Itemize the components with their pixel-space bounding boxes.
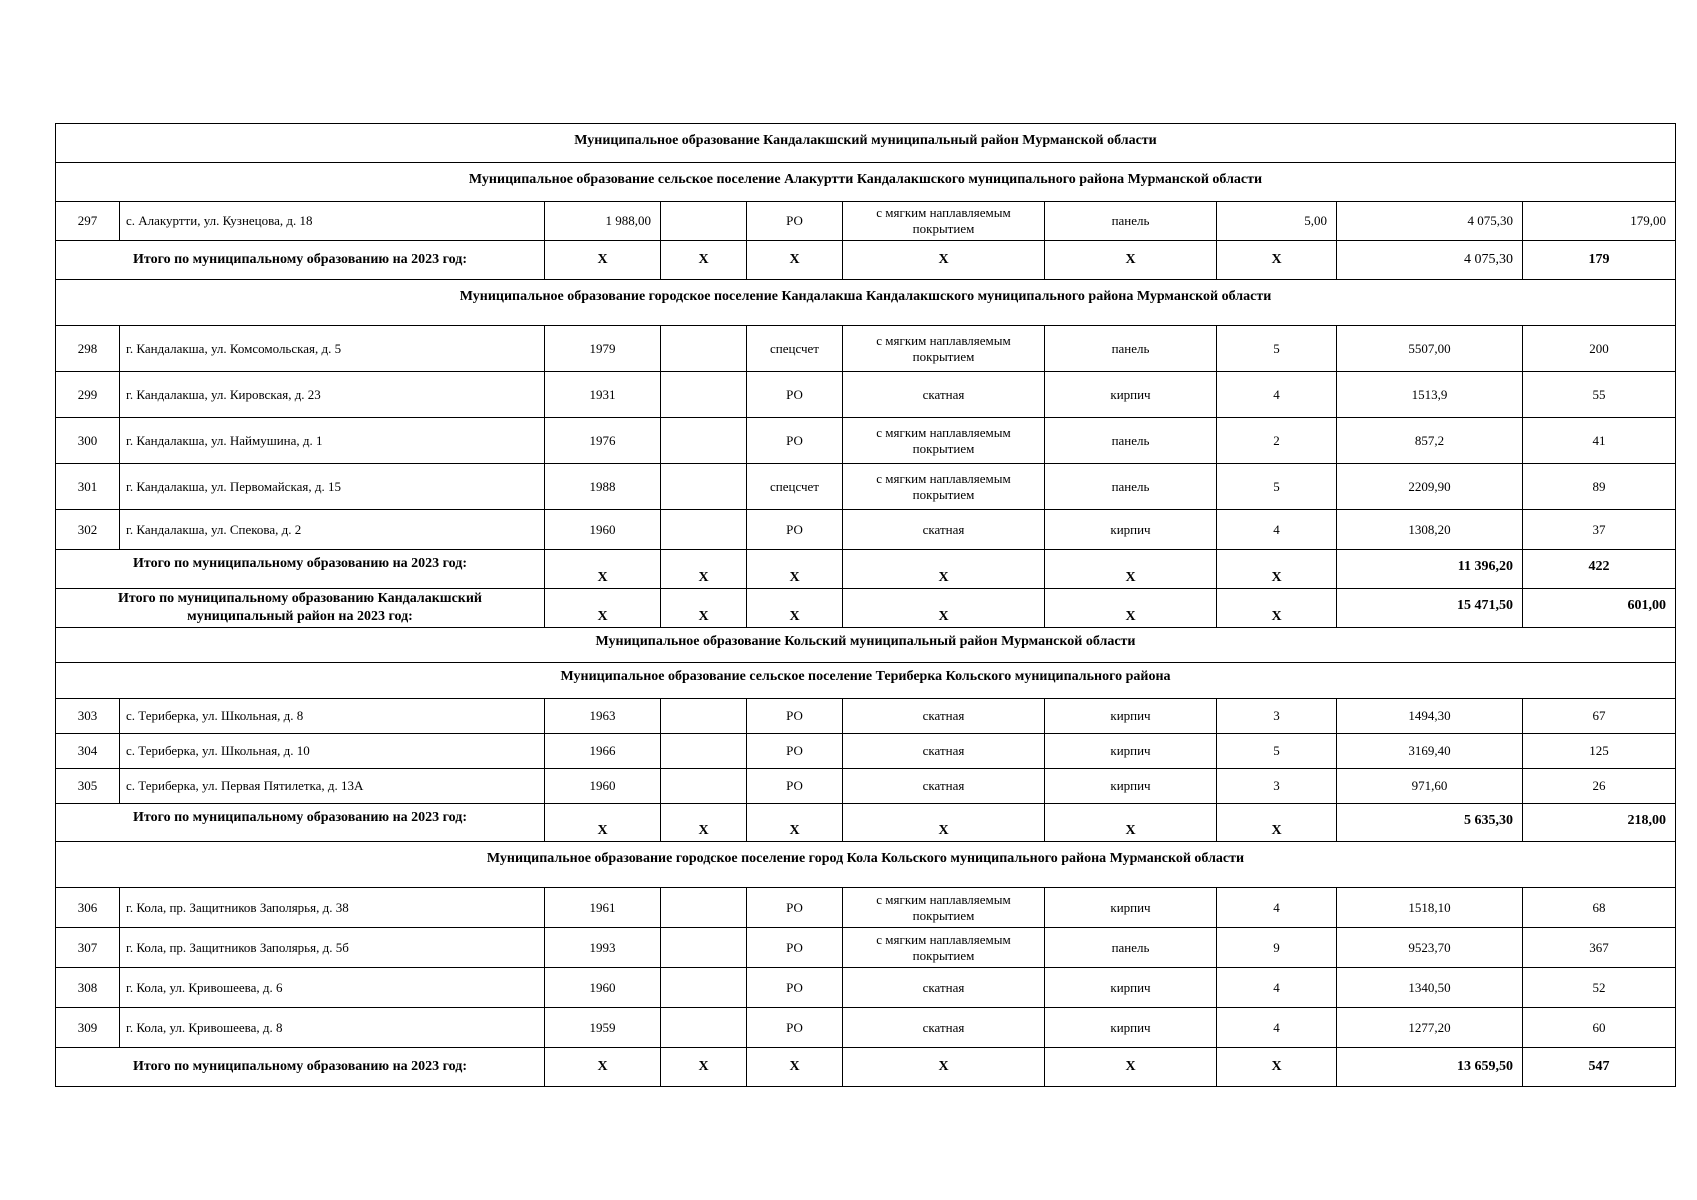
row-empty-cell — [661, 968, 747, 1008]
row-roof: скатная — [843, 510, 1045, 550]
row-roof: с мягким наплавляемым покрытием — [843, 326, 1045, 372]
x-mark: Х — [1217, 550, 1337, 589]
settlement-header: Муниципальное образование городское поселение Кандалакша Кандалакшского муниципального района Мурманской области — [56, 280, 1676, 326]
row-roof: скатная — [843, 968, 1045, 1008]
row-number: 307 — [56, 928, 120, 968]
table-row — [56, 1008, 1676, 1048]
row-walls: панель — [1045, 418, 1217, 464]
row-residents: 89 — [1523, 464, 1676, 510]
row-roof: скатная — [843, 769, 1045, 804]
row-year: 1 988,00 — [545, 202, 661, 241]
row-empty-cell — [661, 928, 747, 968]
x-mark: Х — [843, 589, 1045, 628]
x-mark: Х — [843, 804, 1045, 842]
row-residents: 68 — [1523, 888, 1676, 928]
row-method: РО — [747, 372, 843, 418]
subtotal-residents: 179 — [1523, 241, 1676, 280]
row-method: РО — [747, 769, 843, 804]
x-mark: Х — [1045, 589, 1217, 628]
row-number: 308 — [56, 968, 120, 1008]
district-total-row — [56, 589, 1676, 628]
settlement-header: Муниципальное образование городское поселение город Кола Кольского муниципального района Мурманской области — [56, 842, 1676, 888]
row-method: спецсчет — [747, 464, 843, 510]
row-area: 3169,40 — [1337, 734, 1523, 769]
row-area: 1277,20 — [1337, 1008, 1523, 1048]
row-empty-cell — [661, 1008, 747, 1048]
x-mark: Х — [747, 804, 843, 842]
row-area: 9523,70 — [1337, 928, 1523, 968]
x-mark: Х — [1045, 550, 1217, 589]
x-mark: Х — [747, 589, 843, 628]
row-year: 1993 — [545, 928, 661, 968]
row-floors: 3 — [1217, 699, 1337, 734]
row-floors: 5 — [1217, 464, 1337, 510]
subtotal-row — [56, 1048, 1676, 1087]
row-address: с. Алакуртти, ул. Кузнецова, д. 18 — [120, 202, 545, 241]
row-roof: скатная — [843, 734, 1045, 769]
row-residents: 26 — [1523, 769, 1676, 804]
row-walls: кирпич — [1045, 1008, 1217, 1048]
district-header-row — [56, 124, 1676, 163]
row-area: 4 075,30 — [1337, 202, 1523, 241]
district-header: Муниципальное образование Кандалакшский муниципальный район Мурманской области — [56, 124, 1676, 163]
row-walls: панель — [1045, 464, 1217, 510]
row-year: 1960 — [545, 968, 661, 1008]
row-year: 1988 — [545, 464, 661, 510]
row-area: 1308,20 — [1337, 510, 1523, 550]
row-empty-cell — [661, 699, 747, 734]
row-address: с. Териберка, ул. Школьная, д. 8 — [120, 699, 545, 734]
table-row — [56, 464, 1676, 510]
table-row — [56, 202, 1676, 241]
x-mark: Х — [545, 589, 661, 628]
row-walls: кирпич — [1045, 510, 1217, 550]
x-mark: Х — [747, 1048, 843, 1087]
table-row — [56, 372, 1676, 418]
x-mark: Х — [661, 804, 747, 842]
subtotal-label: Итого по муниципальному образованию на 2023 год: — [56, 241, 545, 280]
table-row — [56, 418, 1676, 464]
row-address: г. Кандалакша, ул. Спекова, д. 2 — [120, 510, 545, 550]
row-number: 305 — [56, 769, 120, 804]
row-year: 1979 — [545, 326, 661, 372]
row-method: РО — [747, 418, 843, 464]
row-roof: скатная — [843, 699, 1045, 734]
x-mark: Х — [1217, 241, 1337, 280]
table-row — [56, 326, 1676, 372]
row-number: 304 — [56, 734, 120, 769]
subtotal-label: Итого по муниципальному образованию на 2023 год: — [56, 804, 545, 842]
x-mark: Х — [661, 550, 747, 589]
x-mark: Х — [747, 550, 843, 589]
row-year: 1960 — [545, 769, 661, 804]
row-number: 300 — [56, 418, 120, 464]
table-row — [56, 928, 1676, 968]
row-floors: 4 — [1217, 968, 1337, 1008]
housing-register-table — [55, 123, 1676, 1087]
row-year: 1976 — [545, 418, 661, 464]
row-walls: кирпич — [1045, 769, 1217, 804]
row-address: г. Кандалакша, ул. Кировская, д. 23 — [120, 372, 545, 418]
x-mark: Х — [545, 550, 661, 589]
x-mark: Х — [661, 241, 747, 280]
row-residents: 55 — [1523, 372, 1676, 418]
row-residents: 200 — [1523, 326, 1676, 372]
row-address: г. Кандалакша, ул. Первомайская, д. 15 — [120, 464, 545, 510]
row-area: 2209,90 — [1337, 464, 1523, 510]
settlement-header-row — [56, 163, 1676, 202]
row-address: г. Кола, ул. Кривошеева, д. 8 — [120, 1008, 545, 1048]
row-year: 1963 — [545, 699, 661, 734]
row-number: 303 — [56, 699, 120, 734]
table-row — [56, 968, 1676, 1008]
subtotal-residents: 547 — [1523, 1048, 1676, 1087]
row-address: с. Териберка, ул. Школьная, д. 10 — [120, 734, 545, 769]
row-floors: 5 — [1217, 734, 1337, 769]
row-empty-cell — [661, 888, 747, 928]
row-residents: 41 — [1523, 418, 1676, 464]
row-floors: 4 — [1217, 888, 1337, 928]
row-method: РО — [747, 1008, 843, 1048]
row-roof: скатная — [843, 372, 1045, 418]
row-residents: 60 — [1523, 1008, 1676, 1048]
row-empty-cell — [661, 464, 747, 510]
row-empty-cell — [661, 734, 747, 769]
subtotal-label: Итого по муниципальному образованию на 2023 год: — [56, 550, 545, 589]
row-floors: 4 — [1217, 372, 1337, 418]
row-year: 1960 — [545, 510, 661, 550]
row-number: 297 — [56, 202, 120, 241]
x-mark: Х — [843, 550, 1045, 589]
row-area: 1518,10 — [1337, 888, 1523, 928]
row-residents: 125 — [1523, 734, 1676, 769]
row-floors: 5,00 — [1217, 202, 1337, 241]
row-area: 1513,9 — [1337, 372, 1523, 418]
subtotal-row — [56, 241, 1676, 280]
row-method: РО — [747, 968, 843, 1008]
x-mark: Х — [843, 1048, 1045, 1087]
row-number: 299 — [56, 372, 120, 418]
row-residents: 67 — [1523, 699, 1676, 734]
subtotal-row — [56, 550, 1676, 589]
settlement-header-row — [56, 842, 1676, 888]
x-mark: Х — [843, 241, 1045, 280]
row-address: г. Кандалакша, ул. Комсомольская, д. 5 — [120, 326, 545, 372]
subtotal-area: 11 396,20 — [1337, 550, 1523, 589]
row-number: 301 — [56, 464, 120, 510]
row-empty-cell — [661, 202, 747, 241]
row-walls: кирпич — [1045, 968, 1217, 1008]
subtotal-residents: 422 — [1523, 550, 1676, 589]
district-total-label: Итого по муниципальному образованию Кандалакшский муниципальный район на 2023 год: — [56, 589, 545, 628]
row-area: 5507,00 — [1337, 326, 1523, 372]
row-floors: 4 — [1217, 1008, 1337, 1048]
row-method: РО — [747, 699, 843, 734]
x-mark: Х — [661, 1048, 747, 1087]
row-year: 1959 — [545, 1008, 661, 1048]
row-floors: 2 — [1217, 418, 1337, 464]
row-walls: панель — [1045, 326, 1217, 372]
row-area: 1340,50 — [1337, 968, 1523, 1008]
row-address: г. Кола, пр. Защитников Заполярья, д. 38 — [120, 888, 545, 928]
settlement-header: Муниципальное образование сельское поселение Алакуртти Кандалакшского муниципального района Мурманской области — [56, 163, 1676, 202]
x-mark: Х — [1217, 589, 1337, 628]
row-method: РО — [747, 888, 843, 928]
row-number: 298 — [56, 326, 120, 372]
settlement-header-row — [56, 663, 1676, 699]
row-year: 1931 — [545, 372, 661, 418]
table-row — [56, 699, 1676, 734]
x-mark: Х — [1217, 804, 1337, 842]
row-walls: панель — [1045, 202, 1217, 241]
x-mark: Х — [747, 241, 843, 280]
x-mark: Х — [1045, 1048, 1217, 1087]
row-address: г. Кола, пр. Защитников Заполярья, д. 5б — [120, 928, 545, 968]
subtotal-label: Итого по муниципальному образованию на 2023 год: — [56, 1048, 545, 1087]
row-residents: 179,00 — [1523, 202, 1676, 241]
district-header: Муниципальное образование Кольский муниципальный район Мурманской области — [56, 628, 1676, 663]
subtotal-area: 4 075,30 — [1337, 241, 1523, 280]
subtotal-area: 13 659,50 — [1337, 1048, 1523, 1087]
table-row — [56, 734, 1676, 769]
subtotal-area: 5 635,30 — [1337, 804, 1523, 842]
district-total-residents: 601,00 — [1523, 589, 1676, 628]
row-empty-cell — [661, 326, 747, 372]
row-walls: кирпич — [1045, 699, 1217, 734]
table-row — [56, 769, 1676, 804]
row-empty-cell — [661, 372, 747, 418]
table-row — [56, 510, 1676, 550]
row-floors: 4 — [1217, 510, 1337, 550]
x-mark: Х — [545, 804, 661, 842]
settlement-header: Муниципальное образование сельское поселение Териберка Кольского муниципального района — [56, 663, 1676, 699]
row-walls: кирпич — [1045, 372, 1217, 418]
row-roof: с мягким наплавляемым покрытием — [843, 464, 1045, 510]
row-address: г. Кола, ул. Кривошеева, д. 6 — [120, 968, 545, 1008]
x-mark: Х — [1045, 804, 1217, 842]
row-roof: с мягким наплавляемым покрытием — [843, 202, 1045, 241]
x-mark: Х — [545, 241, 661, 280]
row-number: 306 — [56, 888, 120, 928]
row-residents: 367 — [1523, 928, 1676, 968]
row-address: г. Кандалакша, ул. Наймушина, д. 1 — [120, 418, 545, 464]
x-mark: Х — [1217, 1048, 1337, 1087]
row-year: 1961 — [545, 888, 661, 928]
row-area: 971,60 — [1337, 769, 1523, 804]
row-area: 857,2 — [1337, 418, 1523, 464]
row-floors: 9 — [1217, 928, 1337, 968]
subtotal-residents: 218,00 — [1523, 804, 1676, 842]
row-method: спецсчет — [747, 326, 843, 372]
row-empty-cell — [661, 769, 747, 804]
row-number: 309 — [56, 1008, 120, 1048]
district-header-row — [56, 628, 1676, 663]
row-floors: 3 — [1217, 769, 1337, 804]
x-mark: Х — [661, 589, 747, 628]
row-method: РО — [747, 510, 843, 550]
x-mark: Х — [545, 1048, 661, 1087]
row-roof: с мягким наплавляемым покрытием — [843, 418, 1045, 464]
settlement-header-row — [56, 280, 1676, 326]
row-empty-cell — [661, 418, 747, 464]
row-roof: с мягким наплавляемым покрытием — [843, 928, 1045, 968]
subtotal-row — [56, 804, 1676, 842]
row-empty-cell — [661, 510, 747, 550]
row-walls: панель — [1045, 928, 1217, 968]
row-address: с. Териберка, ул. Первая Пятилетка, д. 13А — [120, 769, 545, 804]
row-area: 1494,30 — [1337, 699, 1523, 734]
row-walls: кирпич — [1045, 888, 1217, 928]
table-row — [56, 888, 1676, 928]
row-residents: 52 — [1523, 968, 1676, 1008]
row-walls: кирпич — [1045, 734, 1217, 769]
row-roof: с мягким наплавляемым покрытием — [843, 888, 1045, 928]
row-method: РО — [747, 928, 843, 968]
row-method: РО — [747, 202, 843, 241]
row-residents: 37 — [1523, 510, 1676, 550]
row-number: 302 — [56, 510, 120, 550]
row-method: РО — [747, 734, 843, 769]
x-mark: Х — [1045, 241, 1217, 280]
district-total-area: 15 471,50 — [1337, 589, 1523, 628]
row-year: 1966 — [545, 734, 661, 769]
row-floors: 5 — [1217, 326, 1337, 372]
row-roof: скатная — [843, 1008, 1045, 1048]
